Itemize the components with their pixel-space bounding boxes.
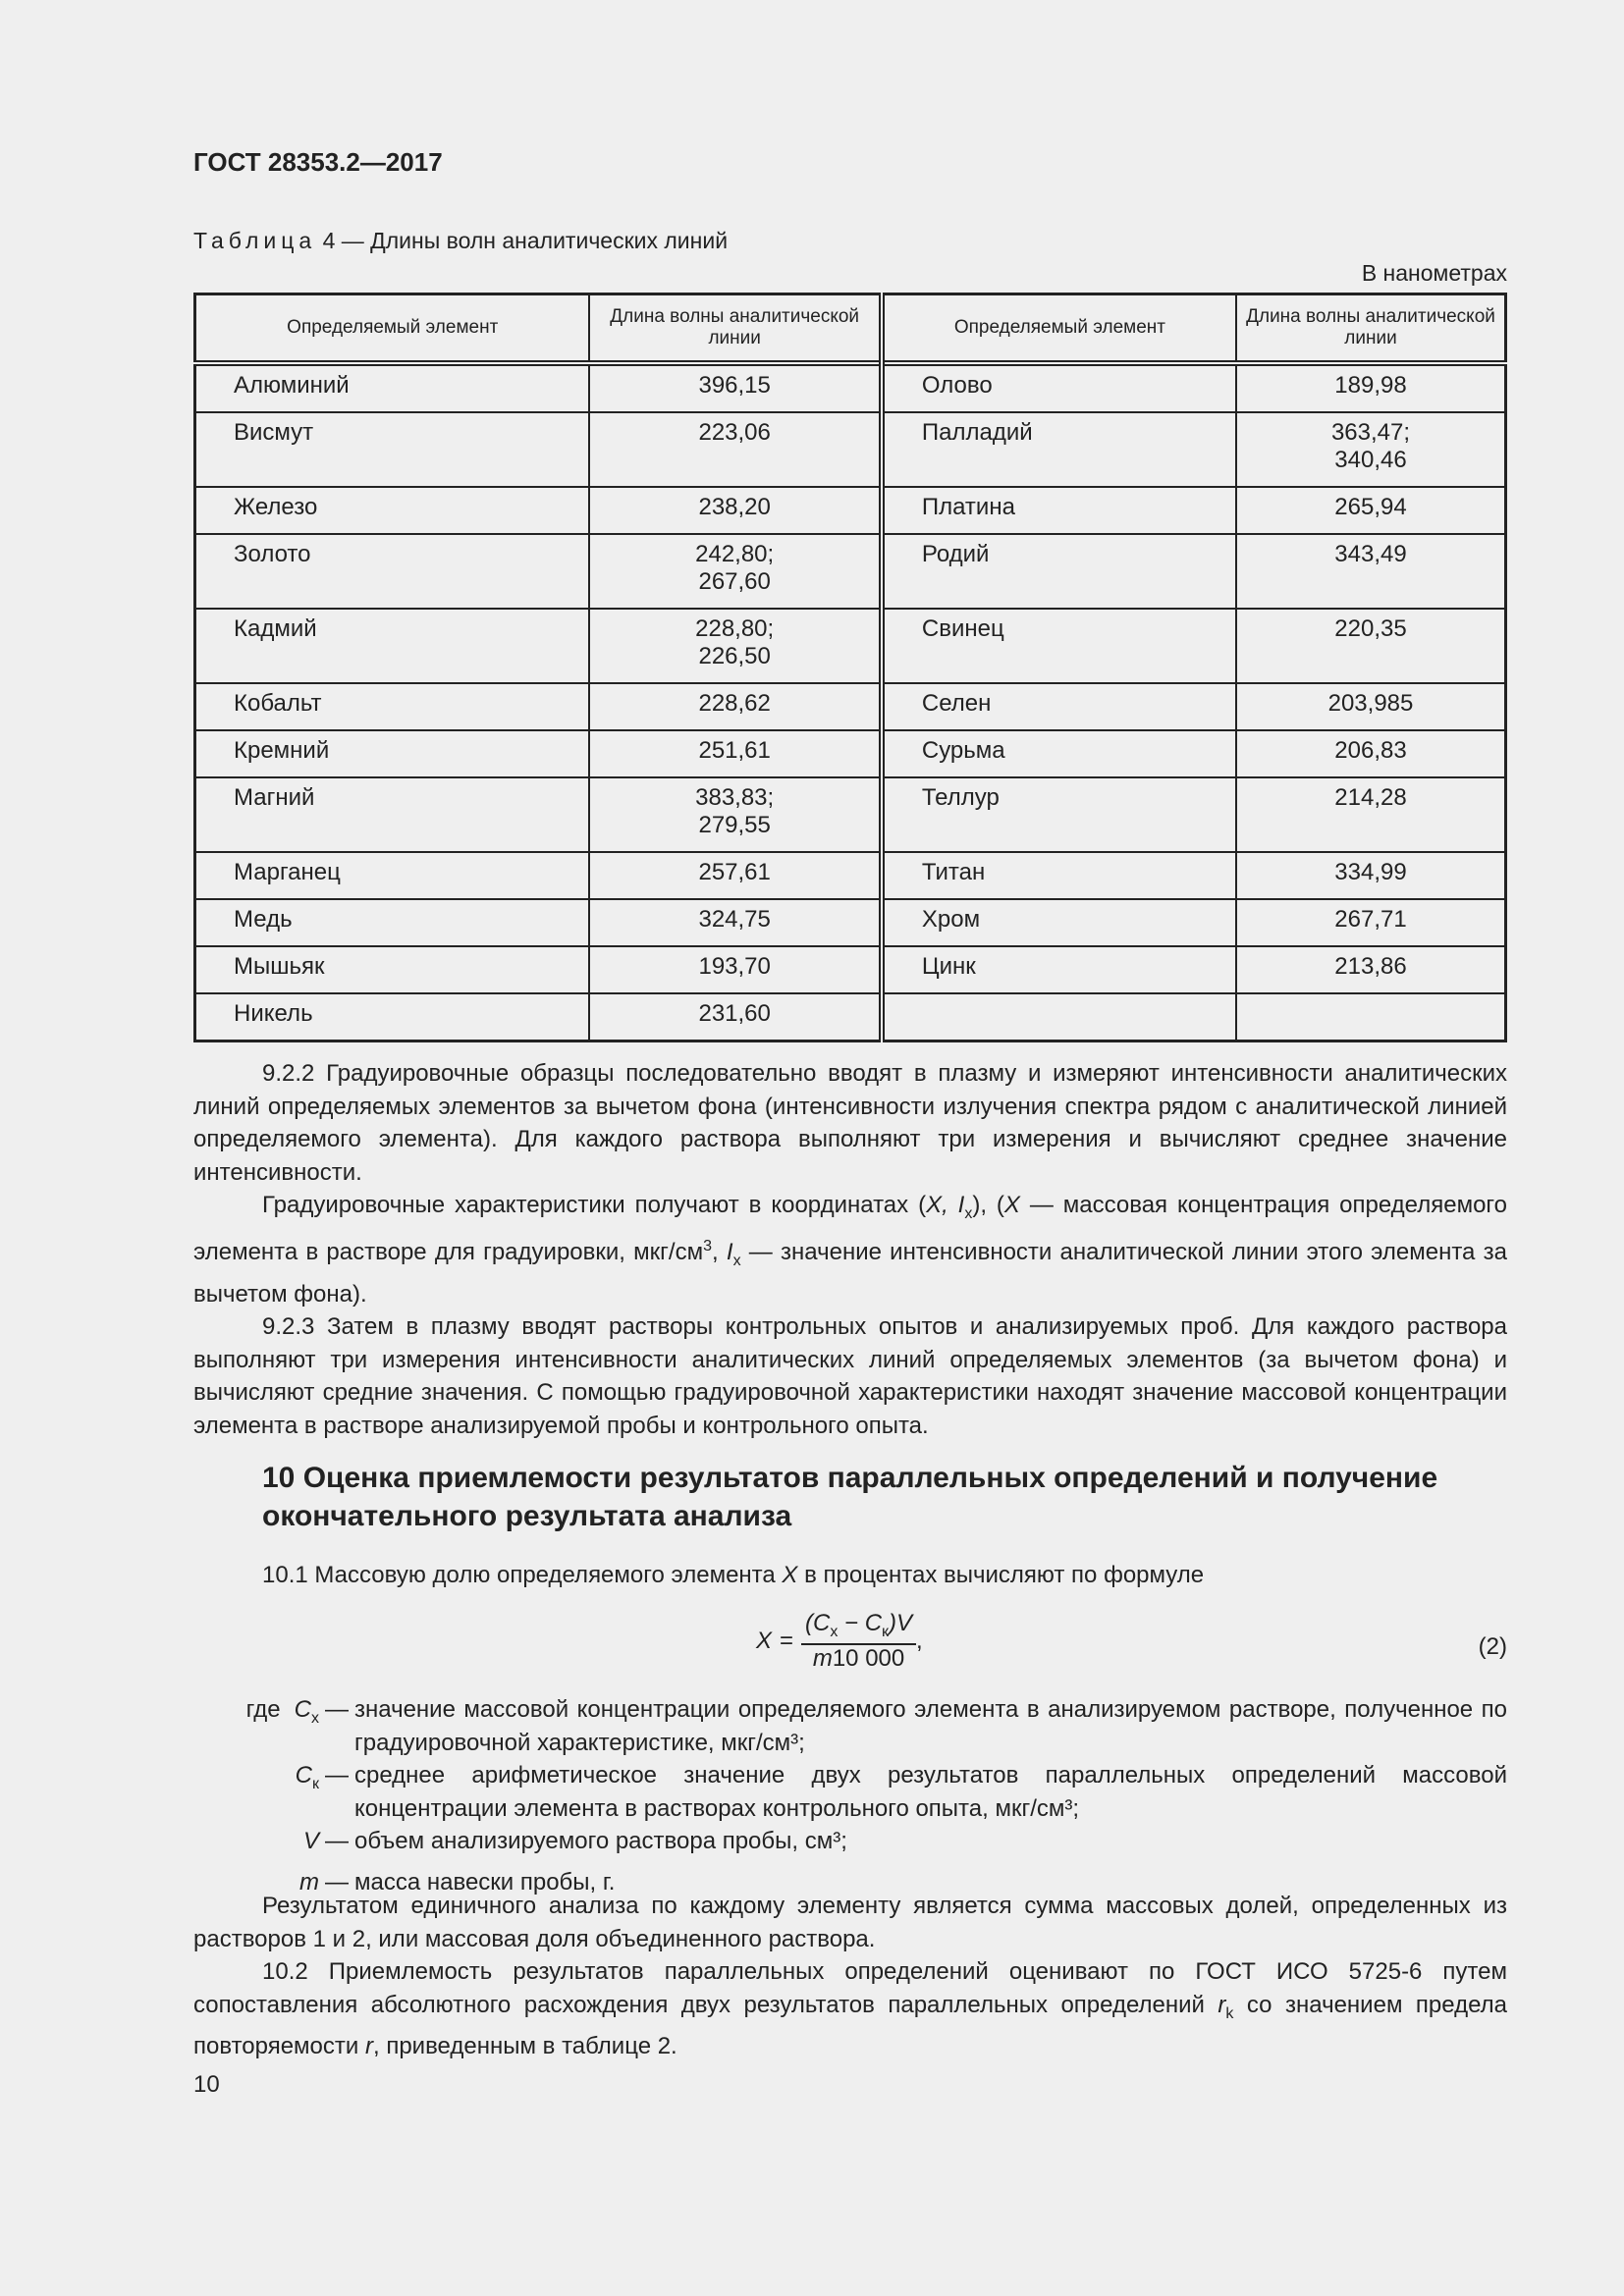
definition-text: объем анализируемого раствора пробы, см³; bbox=[354, 1828, 847, 1854]
table-row bbox=[195, 683, 1506, 730]
paragraph-9-2-2: 9.2.2 Градуировочные образцы последовательно вводят в плазму и измеряют интенсивности аналитических линий определяемых элементов за вычетом фона (интенсивности излучения спектра рядом с аналитической линией определяемого элемента). Для каждого раствора выполняют три измерения и вычисляют среднее значение интенсивности. bbox=[193, 1060, 1507, 1186]
element-cell: Медь bbox=[195, 899, 590, 946]
table-row bbox=[195, 487, 1506, 534]
wavelength-cell: 363,47; 340,46 bbox=[1236, 412, 1506, 487]
wavelength-cell: 193,70 bbox=[589, 946, 881, 993]
definition-symbol: m bbox=[299, 1869, 319, 1896]
element-cell: Свинец bbox=[882, 609, 1236, 683]
definition-text: среднее арифметическое значение двух результатов параллельных определений массовой концентрации элемента в растворах контрольного опыта, мкг/см³; bbox=[354, 1762, 1507, 1822]
wavelength-cell: 396,15 bbox=[589, 363, 881, 412]
definition-item: $C_к$ — среднее арифметическое значение двух результатов параллельных определений массовой концентрации элемента в растворах контрольного опыта, мкг/см³; bbox=[193, 1759, 1507, 1825]
page-number: 10 bbox=[193, 2071, 220, 2098]
table-row bbox=[195, 852, 1506, 899]
element-cell: Платина bbox=[882, 487, 1236, 534]
document-id: ГОСТ 28353.2—2017 bbox=[193, 147, 443, 177]
column-header: Длина волны аналитической линии bbox=[1236, 294, 1506, 364]
element-cell: Кадмий bbox=[195, 609, 590, 683]
wavelength-cell: 343,49 bbox=[1236, 534, 1506, 609]
element-cell: Теллур bbox=[882, 777, 1236, 852]
element-cell: Палладий bbox=[882, 412, 1236, 487]
element-cell: Висмут bbox=[195, 412, 590, 487]
section-10-heading: 10 Оценка приемлемости результатов параллельных определений и получение окончательного результата анализа bbox=[262, 1462, 1438, 1532]
element-cell: Олово bbox=[882, 363, 1236, 412]
wavelength-cell: 206,83 bbox=[1236, 730, 1506, 777]
element-cell: Сурьма bbox=[882, 730, 1236, 777]
table-units: В нанометрах bbox=[1361, 260, 1507, 286]
element-cell: Кобальт bbox=[195, 683, 590, 730]
element-cell: Селен bbox=[882, 683, 1236, 730]
wavelength-cell: 242,80; 267,60 bbox=[589, 534, 881, 609]
table-row bbox=[195, 899, 1506, 946]
table-row bbox=[195, 609, 1506, 683]
table-caption: Таблица 4 — Длины волн аналитических линий bbox=[193, 228, 729, 253]
definition-text: масса навески пробы, г. bbox=[354, 1869, 616, 1896]
definition-item: m — масса навески пробы, г. bbox=[193, 1866, 1507, 1907]
formula-definitions bbox=[193, 1693, 1507, 1908]
formula-number: (2) bbox=[1478, 1633, 1507, 1660]
table-row bbox=[195, 777, 1506, 852]
paragraph-10-1: 10.1 Массовую долю определяемого элемента X в процентах вычисляют по формуле bbox=[262, 1562, 1205, 1588]
definition-item: V — объем анализируемого раствора пробы, см³; bbox=[193, 1825, 1507, 1866]
definition-symbol: где $C_х$ bbox=[245, 1696, 319, 1727]
element-cell: Хром bbox=[882, 899, 1236, 946]
wavelength-cell: 257,61 bbox=[589, 852, 881, 899]
wavelength-cell: 334,99 bbox=[1236, 852, 1506, 899]
element-cell bbox=[882, 993, 1236, 1041]
wavelength-cell: 214,28 bbox=[1236, 777, 1506, 852]
paragraph-9-2-3: 9.2.3 Затем в плазму вводят растворы контрольных опытов и анализируемых проб. Для каждого раствора выполняют три измерения интенсивности аналитических линий определяемых элементов (за вычетом фона) и вычисляют средние значения. С помощью градуировочной характеристики находят значение массовой концентрации элемента в растворе анализируемой пробы и контрольного опыта. bbox=[193, 1313, 1507, 1439]
wavelength-cell: 267,71 bbox=[1236, 899, 1506, 946]
paragraph-result: Результатом единичного анализа по каждому элементу является сумма массовых долей, определенных из растворов 1 и 2, или массовая доля объединенного раствора. bbox=[193, 1893, 1507, 1952]
wavelength-cell: 189,98 bbox=[1236, 363, 1506, 412]
table-row bbox=[195, 534, 1506, 609]
column-header: Определяемый элемент bbox=[195, 294, 590, 364]
wavelength-cell: 220,35 bbox=[1236, 609, 1506, 683]
formula-2: X = $(C_х - C_к)V$ m10 000 , bbox=[756, 1610, 923, 1672]
definition-text: значение массовой концентрации определяемого элемента в анализируемом растворе, полученное по градуировочной характеристике, мкг/см³; bbox=[354, 1696, 1507, 1756]
wavelength-cell: 265,94 bbox=[1236, 487, 1506, 534]
element-cell: Марганец bbox=[195, 852, 590, 899]
wavelength-cell: 223,06 bbox=[589, 412, 881, 487]
definition-symbol: V bbox=[302, 1828, 319, 1854]
table-row bbox=[195, 730, 1506, 777]
definition-item: где $C_х$ — значение массовой концентрации определяемого элемента в анализируемом растворе, полученное по градуировочной характеристике, мкг/см³; bbox=[193, 1693, 1507, 1759]
column-header: Определяемый элемент bbox=[882, 294, 1236, 364]
wavelength-cell: 228,80; 226,50 bbox=[589, 609, 881, 683]
element-cell: Магний bbox=[195, 777, 590, 852]
column-header: Длина волны аналитической линии bbox=[589, 294, 881, 364]
section-9-text bbox=[193, 1057, 1507, 1442]
element-cell: Железо bbox=[195, 487, 590, 534]
element-cell: Титан bbox=[882, 852, 1236, 899]
wavelength-cell: 228,62 bbox=[589, 683, 881, 730]
wavelength-cell: 203,985 bbox=[1236, 683, 1506, 730]
table-row bbox=[195, 363, 1506, 412]
element-cell: Алюминий bbox=[195, 363, 590, 412]
wavelength-cell: 231,60 bbox=[589, 993, 881, 1041]
element-cell: Мышьяк bbox=[195, 946, 590, 993]
paragraph-calibration: Градуировочные характеристики получают в координатах (X, $I_х$), (X — массовая концентрация определяемого элемента в растворе для градуировки, мкг/$см^3$, $I_х$ — значение интенсивности аналитической линии этого элемента за вычетом фона). bbox=[193, 1192, 1507, 1308]
wavelength-cell bbox=[1236, 993, 1506, 1041]
table-row bbox=[195, 993, 1506, 1041]
element-cell: Никель bbox=[195, 993, 590, 1041]
wavelength-cell: 383,83; 279,55 bbox=[589, 777, 881, 852]
definition-symbol: $C_к$ bbox=[295, 1762, 319, 1792]
element-cell: Родий bbox=[882, 534, 1236, 609]
paragraph-10-2: 10.2 Приемлемость результатов параллельных определений оценивают по ГОСТ ИСО 5725-6 путем сопоставления абсолютного расхождения двух результатов параллельных определений $r_k$ со значением предела повторяемости r, приведенным в таблице 2. bbox=[193, 1958, 1507, 2059]
element-cell: Золото bbox=[195, 534, 590, 609]
element-cell: Кремний bbox=[195, 730, 590, 777]
section-10-text bbox=[193, 1890, 1507, 2062]
table-row bbox=[195, 412, 1506, 487]
wavelength-table bbox=[193, 293, 1507, 1042]
wavelength-cell: 238,20 bbox=[589, 487, 881, 534]
table-row bbox=[195, 946, 1506, 993]
wavelength-cell: 251,61 bbox=[589, 730, 881, 777]
wavelength-cell: 213,86 bbox=[1236, 946, 1506, 993]
element-cell: Цинк bbox=[882, 946, 1236, 993]
wavelength-cell: 324,75 bbox=[589, 899, 881, 946]
